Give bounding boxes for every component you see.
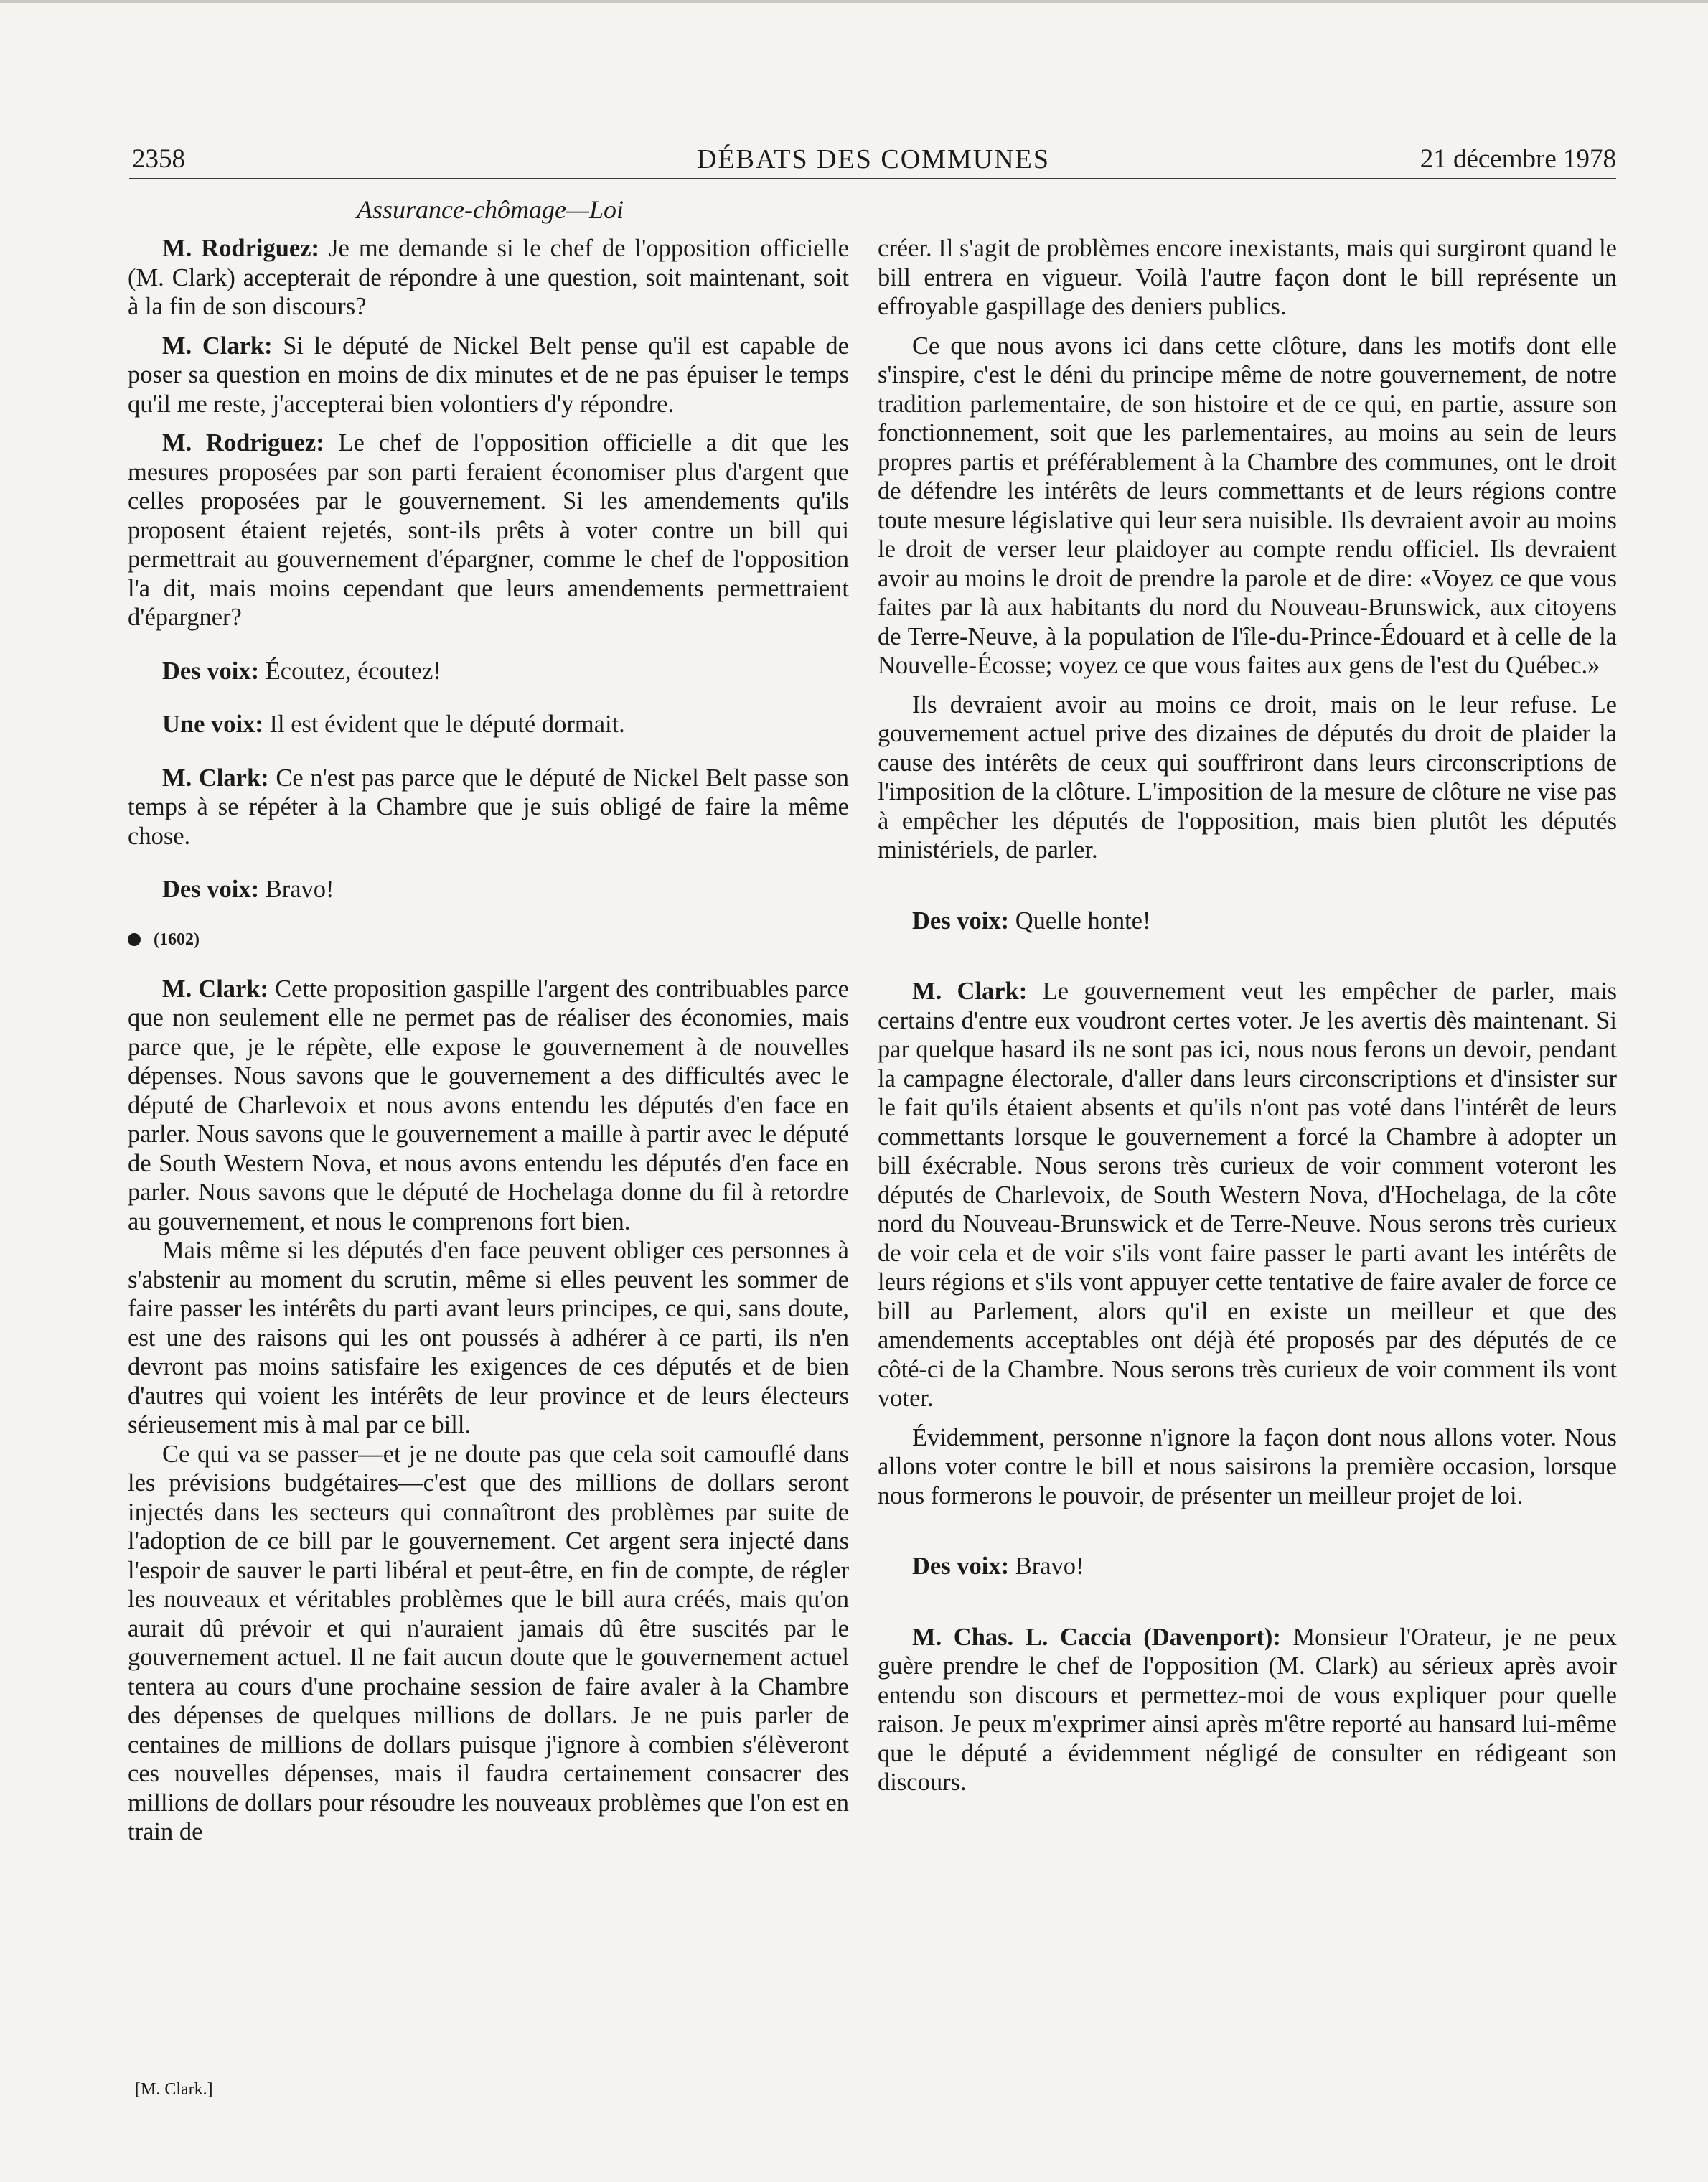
page-number: 2358 xyxy=(132,144,185,174)
publication-title: DÉBATS DES COMMUNES xyxy=(697,144,1050,174)
interjection: Des voix: Écoutez, écoutez! xyxy=(162,657,441,685)
speaker-name: M. Chas. L. Caccia (Davenport): xyxy=(912,1623,1281,1651)
speech-paragraph: Évidemment, personne n'ignore la façon dont nous allons voter. Nous allons voter contre le bill et nous saisirons la première occasion, lorsque nous formerons le pouvoir, de présenter un meilleur projet de loi. xyxy=(878,1423,1617,1509)
page-date: 21 décembre 1978 xyxy=(1420,144,1616,174)
header-rule xyxy=(129,178,1616,179)
scan-top-edge xyxy=(0,0,1708,3)
speaker-name: M. Rodriguez: xyxy=(162,235,320,262)
speech-paragraph: M. Rodriguez: Je me demande si le chef de l'opposition officielle (M. Clark) accepterait de répondre à une question, soit maintenant, soit à la fin de son discours? xyxy=(128,235,849,320)
speaker-name: M. Clark: xyxy=(162,332,273,360)
speech-paragraph: M. Clark: Ce n'est pas parce que le député de Nickel Belt passe son temps à se répéter à la Chambre que je suis obligé de faire la même chose. xyxy=(128,764,849,850)
speaker-name: Une voix: xyxy=(162,711,263,738)
speaker-name: Des voix: xyxy=(912,907,1010,935)
page-header xyxy=(131,141,1616,178)
topic-heading: Assurance-chômage—Loi xyxy=(357,195,624,224)
speaker-name: M. Clark: xyxy=(162,764,269,792)
interjection: Des voix: Quelle honte! xyxy=(912,907,1151,935)
interjection: Des voix: Bravo! xyxy=(912,1553,1084,1580)
speech-paragraph: M. Rodriguez: Le chef de l'opposition officielle a dit que les mesures proposées par son parti feraient économiser plus d'argent que celles proposées par le gouvernement. Si les amendements qu'ils proposent étaient rejetés, sont-ils prêts à voter contre un bill qui permettrait au gouvernement d'épargner, comme le chef de l'opposition l'a dit, mais moins cependant que leurs amendements permettraient d'épargner? xyxy=(128,429,849,631)
speech-paragraph: M. Clark: Cette proposition gaspille l'argent des contribuables parce que non seulement elle ne permet pas de réaliser des économies, mais parce que, je le répète, elle expose le gouvernement à de nouvelles dépenses. Nous savons que le gouvernement a des difficultés avec le député de Charlevoix et nous avons entendu les députés d'en face en parler. Nous savons que le gouvernement a maille à partir avec le député de South Western Nova, et nous avons entendu les députés d'en face en parler. Nous savons que le député de Hochelaga donne du fil à retordre au gouvernement, et nous le comprenons fort bien. xyxy=(128,975,849,1235)
interjection: Une voix: Il est évident que le député dormait. xyxy=(162,711,625,738)
speech-paragraph: créer. Il s'agit de problèmes encore inexistants, mais qui surgiront quand le bill entrera en vigueur. Voilà l'autre façon dont le bill représente un effroyable gaspillage des deniers publics. xyxy=(878,235,1617,320)
speech-paragraph: Ce que nous avons ici dans cette clôture, dans les motifs dont elle s'inspire, c'est le déni du principe même de notre gouvernement, de notre tradition parlementaire, de son histoire et de ce qui, en partie, assure son fonctionnement, soit que les parlementaires, au moins au sein de leurs propres partis et préférablement à la Chambre des communes, ont le droit de défendre les intérêts de leurs commettants et de leurs régions contre toute mesure législative qui leur sera nuisible. Ils devraient avoir au moins le droit de verser leur plaidoyer au compte rendu officiel. Ils devraient avoir au moins le droit de prendre la parole et de dire: «Voyez ce que vous faites par là aux habitants du nord du Nouveau-Brunswick, aux citoyens de Terre-Neuve, à la population de l'île-du-Prince-Édouard et à celle de la Nouvelle-Écosse; voyez ce que vous faites aux gens de l'est du Québec.» xyxy=(878,332,1617,679)
speaker-footer-note: [M. Clark.] xyxy=(135,2080,213,2099)
right-column xyxy=(878,234,1617,1797)
time-marker-label: (1602) xyxy=(154,930,200,949)
speech-paragraph: M. Clark: Le gouvernement veut les empêcher de parler, mais certains d'entre eux voudront certes voter. Je les avertis dès maintenant. Si par quelque hasard ils ne sont pas ici, nous nous ferons un devoir, pendant la campagne électorale, d'aller dans leurs circonscriptions et d'insister sur le fait qu'ils étaient absents et qu'ils n'ont pas voté dans l'intérêt de leurs commettants lorsque le gouvernement a forcé la Chambre à adopter un bill éxécrable. Nous serons très curieux de voir comment voteront les députés de Charlevoix, de South Western Nova, d'Hochelaga, de la côte nord du Nouveau-Brunswick et de Terre-Neuve. Nous serons très curieux de voir cela et de voir s'ils vont faire passer le parti avant les intérêts de leurs régions et s'ils vont appuyer cette tentative de faire avaler de force ce bill au Parlement, alors qu'il en existe un meilleur et que des amendements acceptables ont déjà été proposés par des députés de ce côté-ci de la Chambre. Nous serons très curieux de voir comment ils vont voter. xyxy=(878,978,1617,1412)
bullet-dot-icon xyxy=(128,933,141,946)
speech-paragraph: Ce qui va se passer—et je ne doute pas que cela soit camouflé dans les prévisions budgétaires—c'est que des millions de dollars seront injectés dans les secteurs qui connaîtront des problèmes par suite de l'adoption de ce bill par le gouvernement. Cet argent sera injecté dans l'espoir de sauver le parti libéral et peut-être, en fin de compte, de régler les nouveaux et véritables problèmes que le bill aura créés, mais qu'on aurait dû prévoir et qui n'auraient jamais dû être suscités par le gouvernement actuel. Il ne fait aucun doute que le gouvernement actuel tentera au cours d'une prochaine session de faire avaler à la Chambre des dépenses de quelques millions de dollars. Je ne puis parler de centaines de millions de dollars puisque j'ignore à combien s'élèveront ces nouvelles dépenses, mais il faudra certainement consacrer des millions de dollars pour résoudre les nouveaux problèmes que l'on est en train de xyxy=(128,1440,849,1845)
speech-paragraph: Mais même si les députés d'en face peuvent obliger ces personnes à s'abstenir au moment du scrutin, même si elles peuvent les sommer de faire passer les intérêts du parti avant leurs principes, ce qui, sans doute, est une des raisons qui les ont poussés à adhérer à ce parti, ils n'en devront pas moins satisfaire les exigences de ces députés et de bien d'autres qui voient les intérêts de leur province et de leurs électeurs sérieusement mis à mal par ce bill. xyxy=(128,1237,849,1438)
left-column xyxy=(128,234,849,1847)
speech-paragraph: Ils devraient avoir au moins ce droit, mais on le leur refuse. Le gouvernement actuel prive des dizaines de députés du droit de plaider la cause des intérêts de ceux qui souffriront dans leurs circonscriptions de l'imposition de la clôture. L'imposition de la mesure de clôture ne vise pas à empêcher les députés de l'opposition, mais bien plutôt les députés ministériels, de parler. xyxy=(878,690,1617,863)
time-marker xyxy=(128,929,849,950)
speaker-name: M. Clark: xyxy=(162,975,269,1003)
interjection: Des voix: Bravo! xyxy=(162,876,334,903)
speaker-name: Des voix: xyxy=(162,657,260,685)
speech-paragraph: M. Chas. L. Caccia (Davenport): Monsieur l'Orateur, je ne peux guère prendre le chef de l'opposition (M. Clark) au sérieux après avoir entendu son discours et permettez-moi de vous expliquer pour quelle raison. Je peux m'exprimer ainsi après m'être reporté au hansard lui-même que le député a évidemment négligé de consulter en rédigeant son discours. xyxy=(878,1623,1617,1796)
speaker-name: M. Clark: xyxy=(912,978,1028,1005)
speech-paragraph: M. Clark: Si le député de Nickel Belt pense qu'il est capable de poser sa question en moins de dix minutes et de ne pas épuiser le temps qu'il me reste, j'accepterai bien volontiers d'y répondre. xyxy=(128,332,849,418)
speaker-name: M. Rodriguez: xyxy=(162,429,324,456)
speaker-name: Des voix: xyxy=(162,876,260,903)
speaker-name: Des voix: xyxy=(912,1553,1010,1580)
